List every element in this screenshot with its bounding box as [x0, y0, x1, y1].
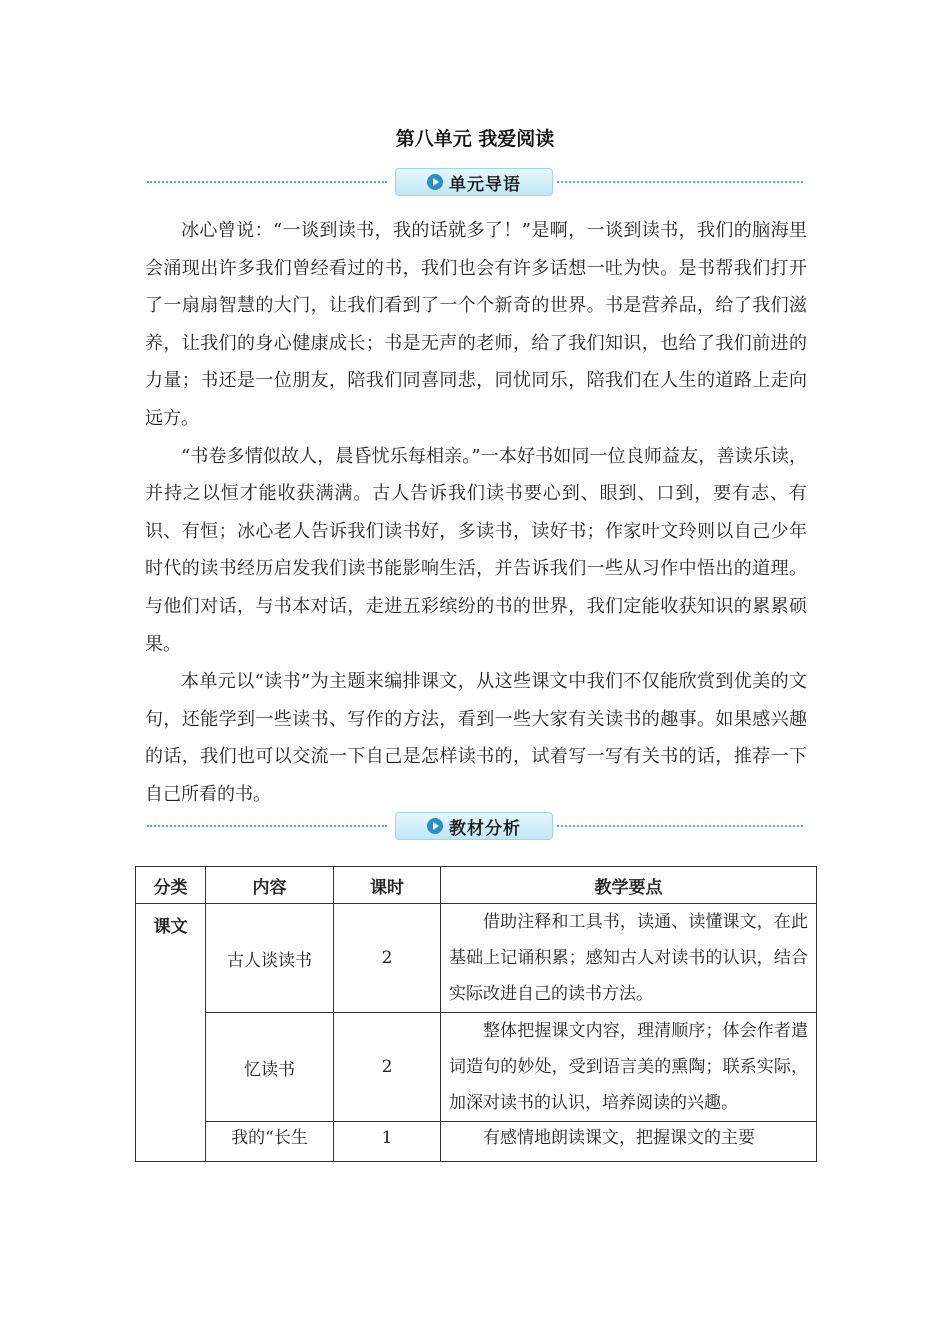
intro-text: [145, 212, 807, 814]
header-content: 内容: [206, 867, 334, 904]
table-header-row: [136, 867, 817, 904]
section-pill-intro: [395, 168, 553, 196]
table-row: [136, 1122, 817, 1162]
divider-left: [147, 825, 387, 827]
divider-right: [557, 181, 803, 183]
content-cell: 忆读书: [206, 1013, 334, 1122]
category-cell: 课文: [136, 904, 206, 1162]
intro-paragraph: “书卷多情似故人，晨昏忧乐每相亲。”一本好书如同一位良师益友，善读乐读，并持之以恒才能收获满满。古人告诉我们读书要心到、眼到、口到，要有志、有识、有恒；冰心老人告诉我们读书好，多读书，读好书；作家叶文玲则以自己少年时代的读书经历启发我们读书能影响生活，并告诉我们一些从习作中悟出的道理。与他们对话，与书本对话，走进五彩缤纷的书的世界，我们定能收获知识的累累硕果。: [145, 445, 807, 655]
hours-cell: 2: [334, 1013, 441, 1122]
page-title: 第八单元 我爱阅读: [395, 128, 555, 150]
content-cell: 我的“长生: [206, 1122, 334, 1162]
divider-right: [557, 825, 803, 827]
arrow-right-icon: [427, 818, 443, 834]
intro-paragraph: 本单元以“读书”为主题来编排课文，从这些课文中我们不仅能欣赏到优美的文句，还能学到一些读书、写作的方法，看到一些大家有关读书的趣事。如果感兴趣的话，我们也可以交流一下自己是怎样读书的，试着写一写有关书的话，推荐一下自己所看的书。: [145, 671, 807, 805]
header-points: 教学要点: [441, 867, 817, 904]
table-row: [136, 1013, 817, 1122]
points-cell: 借助注释和工具书，读通、读懂课文，在此基础上记诵积累；感知古人对读书的认识，结合实际改进自己的读书方法。: [441, 904, 817, 1013]
header-hours: 课时: [334, 867, 441, 904]
section-title-intro: 单元导语: [449, 174, 521, 195]
header-category: 分类: [136, 867, 206, 904]
arrow-right-icon: [427, 174, 443, 190]
points-cell: 有感情地朗读课文，把握课文的主要: [441, 1122, 817, 1162]
hours-cell: 1: [334, 1122, 441, 1162]
content-cell: 古人谈读书: [206, 904, 334, 1013]
intro-paragraph: 冰心曾说：“一谈到读书，我的话就多了！”是啊，一谈到读书，我们的脑海里会涌现出许多我们曾经看过的书，我们也会有许多话想一吐为快。是书帮我们打开了一扇扇智慧的大门，让我们看到了一个个新奇的世界。书是营养品，给了我们滋养，让我们的身心健康成长；书是无声的老师，给了我们知识，也给了我们前进的力量；书还是一位朋友，陪我们同喜同悲，同忧同乐，陪我们在人生的道路上走向远方。: [145, 220, 807, 429]
table-row: [136, 904, 817, 1013]
section-header-analysis: [147, 812, 803, 840]
section-pill-analysis: [395, 812, 553, 840]
analysis-table: [135, 866, 817, 1162]
points-cell: 整体把握课文内容，理清顺序；体会作者遣词造句的妙处，受到语言美的熏陶；联系实际，加深对读书的认识，培养阅读的兴趣。: [441, 1013, 817, 1122]
section-title-analysis: 教材分析: [449, 818, 521, 839]
section-header-intro: [147, 168, 803, 196]
divider-left: [147, 181, 387, 183]
hours-cell: 2: [334, 904, 441, 1013]
